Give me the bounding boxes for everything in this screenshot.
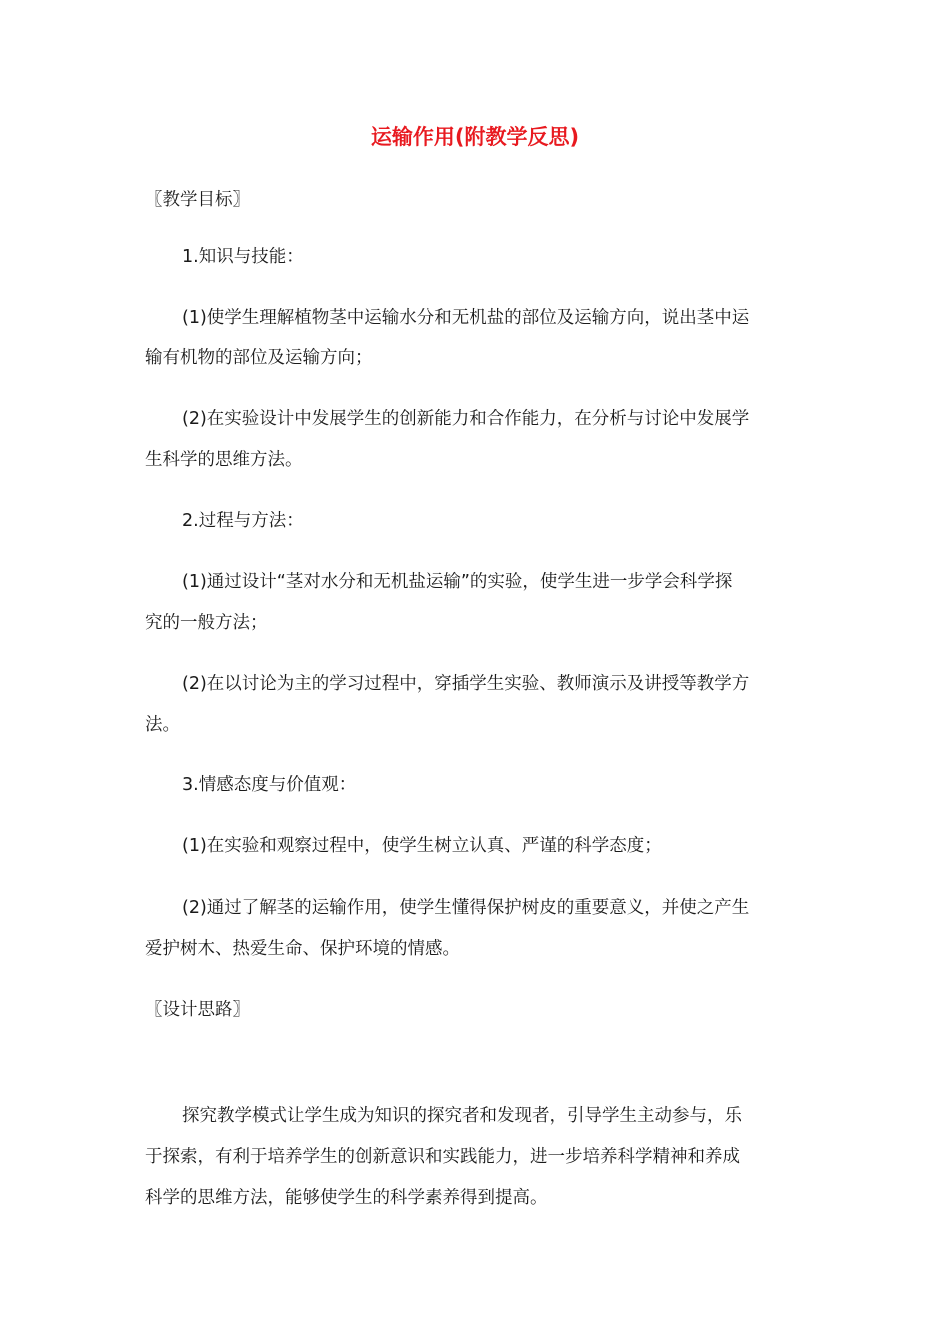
paragraph-design-1-cont2 — [145, 1178, 805, 1218]
subheading-text: 3.情感态度与价值观： — [182, 775, 357, 795]
paragraph-goal-1-2 — [145, 399, 805, 439]
paragraph-line: (2)在实验设计中发展学生的创新能力和合作能力，在分析与讨论中发展学 — [182, 409, 750, 429]
paragraph-line: (1)在实验和观察过程中，使学生树立认真、严谨的科学态度； — [182, 836, 662, 856]
paragraph-line: 法。 — [145, 715, 180, 735]
paragraph-goal-2-2-cont — [145, 705, 805, 745]
subheading-process-methods — [145, 501, 805, 541]
subheading-text: 1.知识与技能： — [182, 247, 304, 267]
paragraph-goal-1-2-cont — [145, 440, 805, 480]
paragraph-goal-1-1 — [145, 298, 805, 338]
section-heading-text: 〖设计思路〗 — [145, 1000, 250, 1020]
section-heading-text: 〖教学目标〗 — [145, 190, 250, 210]
paragraph-goal-2-2 — [145, 664, 805, 704]
paragraph-line: (2)在以讨论为主的学习过程中，穿插学生实验、教师演示及讲授等教学方 — [182, 674, 750, 694]
paragraph-line: 输有机物的部位及运输方向； — [145, 348, 373, 368]
paragraph-line: 科学的思维方法，能够使学生的科学素养得到提高。 — [145, 1188, 548, 1208]
subheading-knowledge-skills — [145, 237, 805, 277]
paragraph-goal-3-1 — [145, 826, 805, 866]
paragraph-line: 探究教学模式让学生成为知识的探究者和发现者，引导学生主动参与，乐 — [182, 1106, 742, 1126]
paragraph-line: 于探索，有利于培养学生的创新意识和实践能力，进一步培养科学精神和养成 — [145, 1147, 740, 1167]
document-title: 运输作用(附教学反思) — [370, 125, 580, 149]
paragraph-line: 生科学的思维方法。 — [145, 450, 303, 470]
paragraph-design-1 — [145, 1096, 805, 1136]
subheading-attitudes-values — [145, 765, 805, 805]
section-heading-design-ideas — [145, 990, 805, 1030]
paragraph-line: (2)通过了解茎的运输作用，使学生懂得保护树皮的重要意义，并使之产生 — [182, 898, 750, 918]
paragraph-line: 爱护树木、热爱生命、保护环境的情感。 — [145, 939, 460, 959]
paragraph-goal-1-1-cont — [145, 338, 805, 378]
paragraph-goal-3-2-cont — [145, 929, 805, 969]
section-heading-teaching-goals — [145, 180, 805, 220]
paragraph-goal-3-2 — [145, 888, 805, 928]
paragraph-design-1-cont — [145, 1137, 805, 1177]
paragraph-goal-2-1 — [145, 562, 805, 602]
paragraph-line: (1)使学生理解植物茎中运输水分和无机盐的部位及运输方向，说出茎中运 — [182, 308, 750, 328]
paragraph-goal-2-1-cont — [145, 603, 805, 643]
subheading-text: 2.过程与方法： — [182, 511, 304, 531]
paragraph-line: 究的一般方法； — [145, 613, 268, 633]
paragraph-line: (1)通过设计“茎对水分和无机盐运输”的实验，使学生进一步学会科学探 — [182, 572, 733, 592]
